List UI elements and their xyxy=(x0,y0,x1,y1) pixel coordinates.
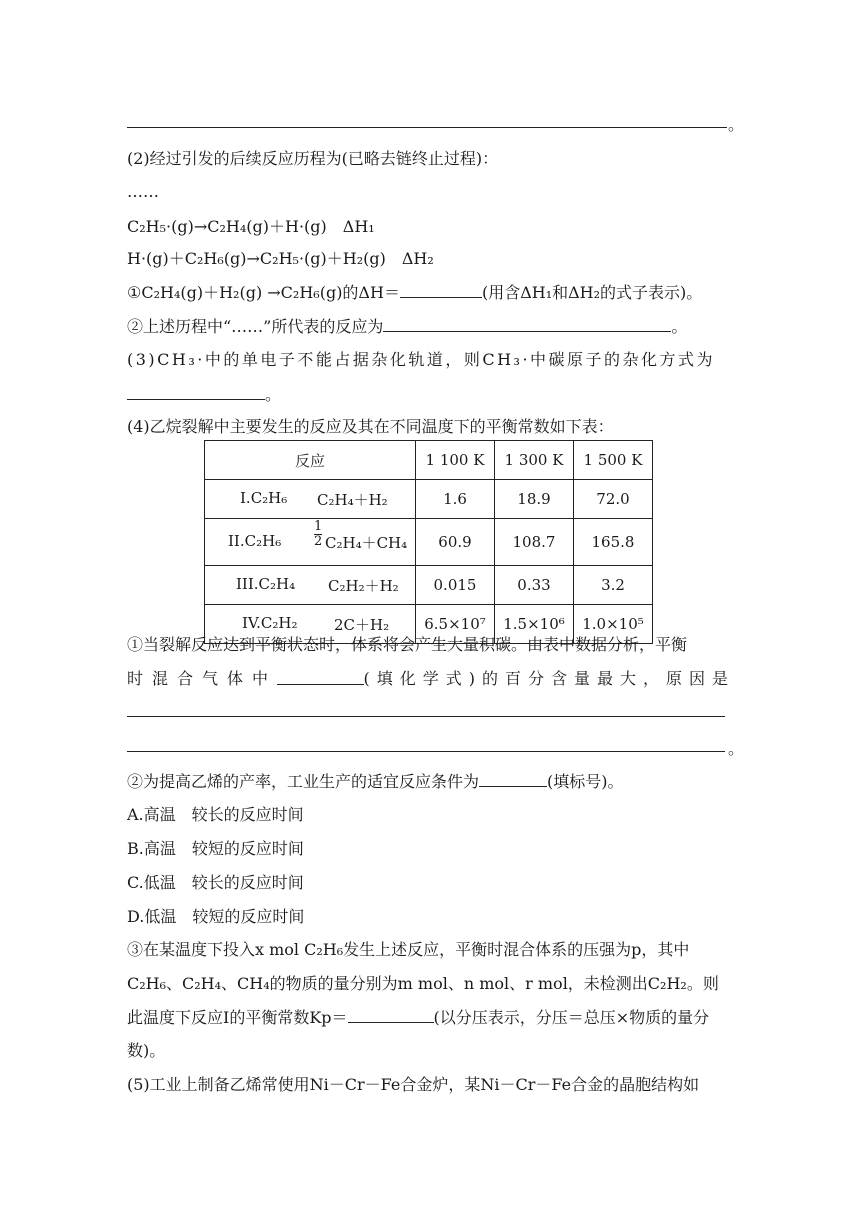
q4-sub1-text: 时混合气体中 xyxy=(127,669,278,688)
q4-sub3-tail: (以分压表示，分压＝总压×物质的量分 xyxy=(433,1008,710,1027)
option-c[interactable]: C.低温 较长的反应时间 xyxy=(127,873,304,892)
equilibrium-constant-table xyxy=(204,440,653,644)
q2-sub1-text: ①C₂H₄(g)＋H₂(g) →C₂H₆(g)的ΔH＝ xyxy=(127,283,400,302)
value-cell: 1.5×10⁶ xyxy=(495,605,574,644)
value-cell: 18.9 xyxy=(495,480,574,519)
value-cell: 72.0 xyxy=(574,480,653,519)
q2-sub2 xyxy=(127,315,687,338)
fraction-numerator: 1 xyxy=(314,519,323,534)
table-header-row xyxy=(205,441,653,480)
table-row xyxy=(205,519,653,566)
header-cell: 1 300 K xyxy=(495,441,574,480)
answer-blank[interactable] xyxy=(479,770,547,787)
value-cell: 60.9 xyxy=(416,519,495,566)
reaction-cell xyxy=(205,480,416,519)
reaction-cell xyxy=(205,566,416,605)
reaction-product: 2C＋H₂ xyxy=(334,616,390,634)
header-cell: 反应 xyxy=(205,441,416,480)
q5-line1: (5)工业上制备乙烯常使用Ni－Cr－Fe合金炉，某Ni－Cr－Fe合金的晶胞结构如 xyxy=(127,1075,700,1094)
q4-intro: (4)乙烷裂解中主要发生的反应及其在不同温度下的平衡常数如下表： xyxy=(127,417,614,436)
q2-sub1-tail: (用含ΔH₁和ΔH₂的式子表示)。 xyxy=(481,283,703,302)
reaction-label: III.C₂H₄ xyxy=(236,575,296,593)
step1-equation: C₂H₅·(g)→C₂H₄(g)＋H·(g) xyxy=(127,217,327,236)
answer-blank[interactable] xyxy=(127,383,265,400)
q3-line2 xyxy=(127,383,281,406)
q4-sub3-line3 xyxy=(127,1006,709,1029)
answer-blank[interactable] xyxy=(277,668,363,685)
reaction-label: II.C₂H₆ xyxy=(228,532,282,550)
answer-blank[interactable] xyxy=(348,1006,434,1023)
q2-ellipsis: …… xyxy=(127,182,159,201)
q2-sub2-text: ②上述历程中“……”所代表的反应为 xyxy=(127,317,384,336)
q4-sub2-tail: (填标号)。 xyxy=(547,772,624,791)
option-d[interactable]: D.低温 较短的反应时间 xyxy=(127,907,305,926)
q3-line1: (3)CH₃·中的单电子不能占据杂化轨道，则CH₃·中碳原子的杂化方式为 xyxy=(127,350,716,369)
q4-sub2-text: ②为提高乙烯的产率，工业生产的适宜反应条件为 xyxy=(127,772,480,791)
value-cell: 0.33 xyxy=(495,566,574,605)
header-cell: 1 500 K xyxy=(574,441,653,480)
answer-blank[interactable] xyxy=(400,281,482,298)
value-cell: 1.6 xyxy=(416,480,495,519)
step2-dh: ΔH₂ xyxy=(401,249,434,268)
value-cell: 3.2 xyxy=(574,566,653,605)
step2-equation: H·(g)＋C₂H₆(g)→C₂H₅·(g)＋H₂(g) xyxy=(127,249,386,268)
q4-sub3-line1: ③在某温度下投入x mol C₂H₆发生上述反应，平衡时混合体系的压强为p，其中 xyxy=(127,940,690,959)
reaction-product: C₂H₄＋H₂ xyxy=(317,491,388,509)
fraction xyxy=(314,520,322,549)
reaction-label: I.C₂H₆ xyxy=(240,489,288,507)
q2-step2 xyxy=(127,248,434,270)
reaction-cell xyxy=(205,519,416,566)
step1-dh: ΔH₁ xyxy=(342,217,375,236)
value-cell: 108.7 xyxy=(495,519,574,566)
value-cell: 165.8 xyxy=(574,519,653,566)
value-cell: 6.5×10⁷ xyxy=(416,605,495,644)
table-row xyxy=(205,566,653,605)
period: 。 xyxy=(728,739,745,758)
value-cell: 0.015 xyxy=(416,566,495,605)
answer-line xyxy=(127,127,727,128)
answer-line xyxy=(127,751,725,752)
reaction-product: C₂H₂＋H₂ xyxy=(328,577,399,595)
option-a[interactable]: A.高温 较长的反应时间 xyxy=(127,805,304,824)
q4-sub2 xyxy=(127,770,624,793)
q2-step1 xyxy=(127,216,375,238)
q3-tail: 。 xyxy=(265,385,282,404)
table-row xyxy=(205,480,653,519)
q4-sub3-text: 此温度下反应I的平衡常数Kp＝ xyxy=(127,1008,348,1027)
q2-sub1 xyxy=(127,281,702,304)
q4-sub3-line2: C₂H₆、C₂H₄、CH₄的物质的量分别为m mol、n mol、r mol，未检测出C₂H₂。则 xyxy=(127,974,719,993)
answer-blank[interactable] xyxy=(383,315,671,332)
value-cell: 1.0×10⁵ xyxy=(574,605,653,644)
header-cell: 1 100 K xyxy=(416,441,495,480)
period: 。 xyxy=(728,115,745,134)
reaction-product: C₂H₄＋CH₄ xyxy=(325,534,408,552)
q4-sub1-tail: (填化学式)的百分含量最大，原因是 xyxy=(363,669,735,688)
q4-sub1-line2 xyxy=(127,668,735,690)
fraction-denominator: 2 xyxy=(314,534,323,549)
q2-intro: (2)经过引发的后续反应历程为(已略去链终止过程)： xyxy=(127,149,499,168)
reaction-label: IV.C₂H₂ xyxy=(242,614,298,632)
q2-sub2-tail: 。 xyxy=(671,317,688,336)
q4-sub3-line4: 数)。 xyxy=(127,1041,166,1060)
option-b[interactable]: B.高温 较短的反应时间 xyxy=(127,839,304,858)
answer-line xyxy=(127,716,725,717)
q4-sub1-line1: ①当裂解反应达到平衡状态时，体系将会产生大量积碳。由表中数据分析，平衡 xyxy=(127,635,688,654)
